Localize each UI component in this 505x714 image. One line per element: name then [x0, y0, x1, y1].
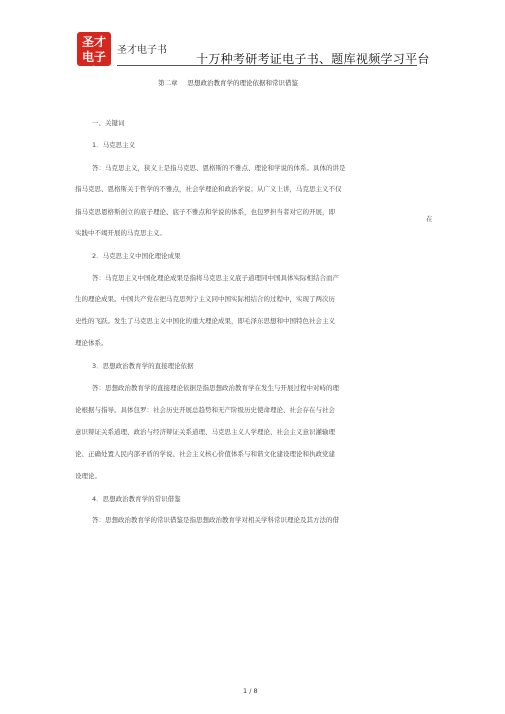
- body-line: 史性的飞跃。发生了马克思主义中国化的重大理论成果，即毛泽东思想和中国特色社会主义: [75, 317, 335, 325]
- page-number: 1 / 8: [243, 687, 258, 695]
- body-line: 生的理论成果。中国共产党在把马克思列宁主义同中国实际相结合的过程中，实现了两次历: [75, 295, 335, 303]
- body-line: 指马克思恩格斯创立的底子理论、底子不雅点和学说的体系，也包罗担当者对它的开展，即: [75, 208, 335, 216]
- body-line: 意识辩证关系道理、政治与经济辩证关系道理、马克思主义人学理论、社会主义意识灌输理: [75, 428, 335, 436]
- brand-logo: [77, 32, 111, 79]
- body-line: 答：马克思主义中国化理论成果是指将马克思主义底子道理同中国具体实际相结合而产: [92, 274, 339, 282]
- brand-name: 圣才电子书: [117, 45, 167, 56]
- term-heading: 1．马克思主义: [92, 141, 136, 149]
- body-line: 答：思想政治教育学的直接理论依据是指思想政治教育学在发生与开展过程中对峙的理: [92, 384, 339, 392]
- term-heading: 3．思想政治教育学的直接理论依据: [92, 362, 194, 370]
- header-divider: [117, 65, 417, 66]
- body-line: 论根据与指导。具体包罗：社会历史开展总趋势和无产阶级历史使命理论、社会存在与社会: [75, 406, 335, 414]
- chapter-title: 思想政治教育学的理论依据和常识借鉴: [187, 79, 298, 87]
- body-line: 设理论。: [75, 472, 101, 480]
- body-line: 答：思想政治教育学的常识借鉴是指思想政治教育学对相关学科常识理论及其方法的借: [92, 516, 339, 524]
- body-line: 理论体系。: [75, 339, 108, 347]
- body-line: 论、正确处置人民内部矛盾的学说、社会主义核心价值体系与和谐文化建设理论和执政党建: [75, 450, 335, 458]
- chapter-number: 第二章: [158, 79, 178, 87]
- body-line: 答：马克思主义，狭义上是指马克思、恩格斯的不雅点、理论和学说的体系。具体的讲是: [92, 164, 346, 172]
- body-line: 实践中不竭开展的马克思主义。: [75, 229, 166, 237]
- chapter-heading: [158, 78, 308, 87]
- term-heading: 4．思想政治教育学的常识借鉴: [92, 495, 181, 503]
- logo-mark: 圣才 电子书: [81, 35, 106, 79]
- section-heading: 一、关键词: [92, 119, 125, 127]
- body-line: 指马克思、恩格斯关于哲学的不雅点，社会学理论和政治学说；从广义上讲，马克思主义不仅: [75, 185, 342, 193]
- header-slogan: 十万种考研考证电子书、题库视频学习平台: [196, 52, 430, 66]
- body-line: 在: [426, 215, 433, 223]
- term-heading: 2．马克思主义中国化理论成果: [92, 252, 181, 260]
